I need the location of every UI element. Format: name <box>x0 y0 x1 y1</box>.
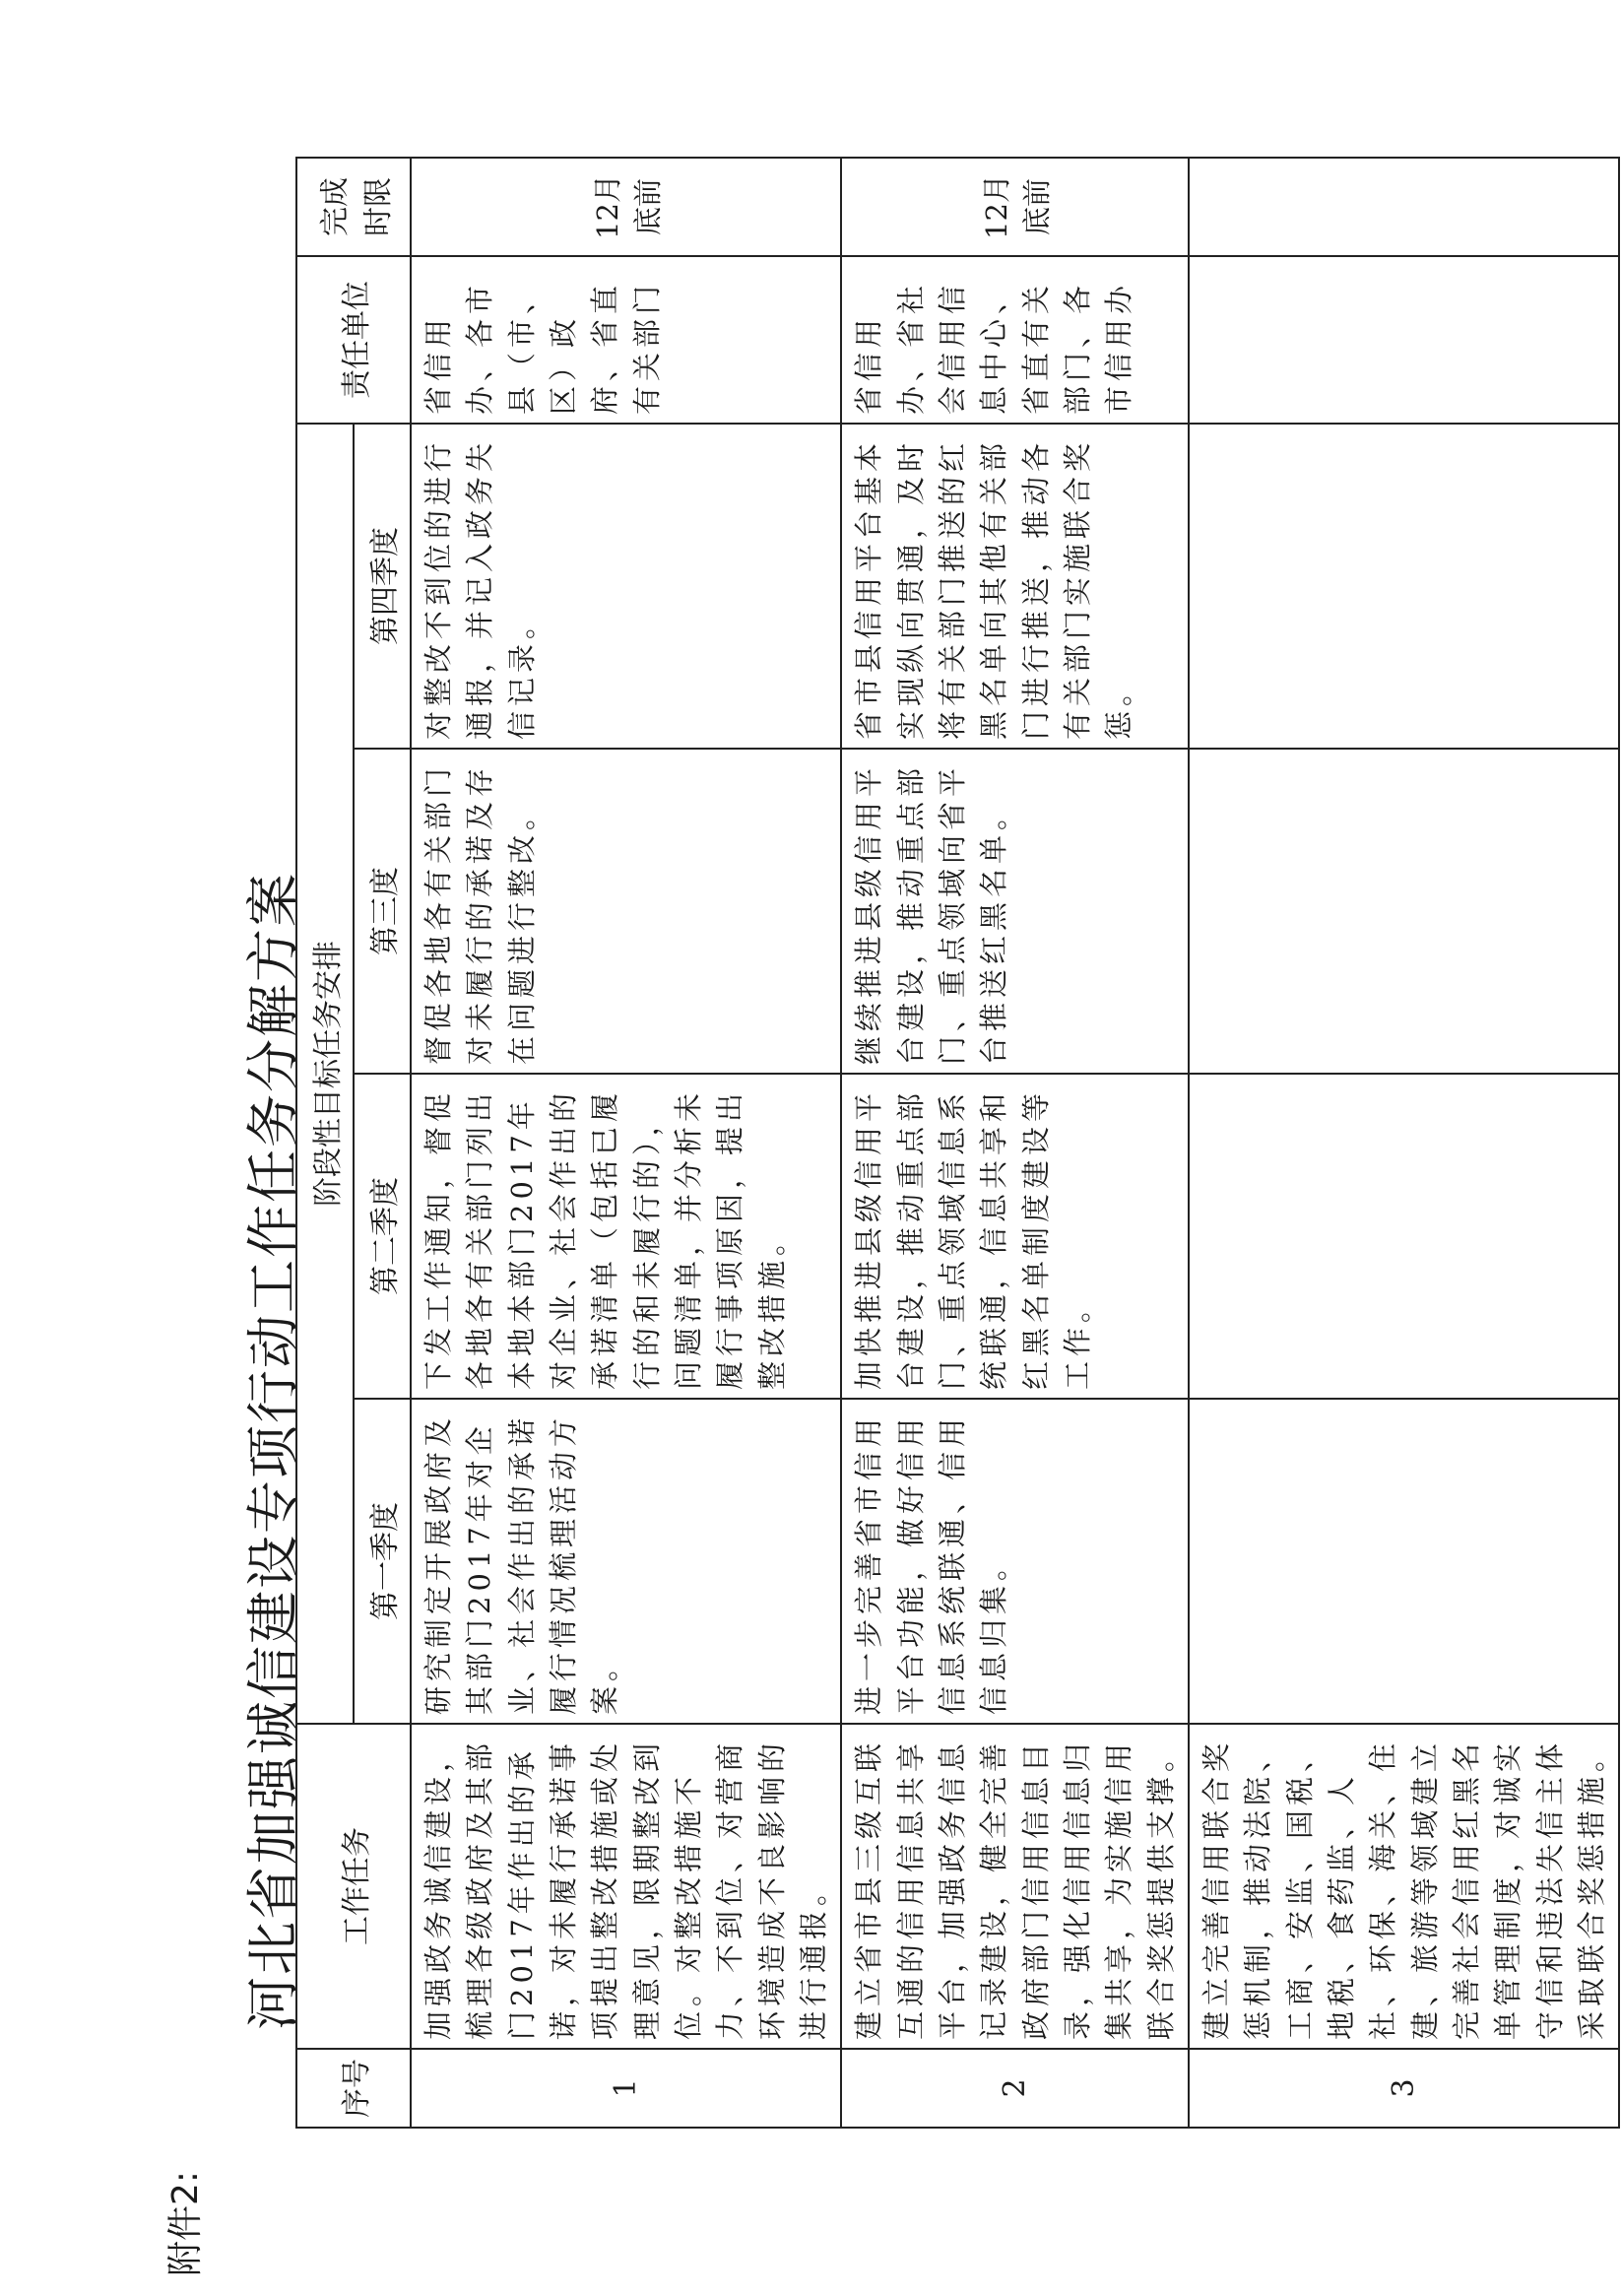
row-q4: 省市县信用平台基本实现纵向贯通，及时将有关部门推送的红黑名单向其他有关部门进行推送，推动各有关部门实施联合奖惩。 <box>841 424 1189 749</box>
row-seq: 1 <box>411 2049 841 2128</box>
header-seq: 序号 <box>296 2049 411 2128</box>
row-q3 <box>1189 749 1619 1074</box>
header-q4: 第四季度 <box>354 424 411 749</box>
row-q2: 下发工作通知，督促各地各有关部门列出本地本部门2017年对企业、社会作出的承诺清单（包括已履行的和未履行的），问题清单，并分析未履行事项原因，提出整改措施。 <box>411 1074 841 1399</box>
row-task: 建立省市县三级互联互通的信用信息共享平台，加强政务信息记录建设，健全完善政府部门信用信息目录，强化信用信息归集共享，为实施信用联合奖惩提供支撑。 <box>841 1724 1189 2049</box>
row-unit <box>1189 256 1619 424</box>
page-title: 河北省加强诚信建设专项行动工作任务分解方案 <box>242 872 304 2030</box>
row-q3: 督促各地各有关部门对未履行的承诺及存在问题进行整改。 <box>411 749 841 1074</box>
header-q2: 第二季度 <box>354 1074 411 1399</box>
header-unit: 责任单位 <box>296 256 411 424</box>
table-row <box>411 158 841 2128</box>
row-deadline <box>1189 158 1619 256</box>
row-task: 建立完善信用联合奖惩机制，推动法院、工商、安监、国税、地税、食药监、人社、环保、海关、住建、旅游等领域建立完善社会信用红黑名单管理制度，对诚实守信和违法失信主体采取联合奖惩措施。 <box>1189 1724 1619 2049</box>
table-row <box>1189 158 1619 2128</box>
header-q1: 第一季度 <box>354 1399 411 1724</box>
row-unit: 省信用办、省社会信用信息中心、省直有关部门、各市信用办 <box>841 256 1189 424</box>
row-q3: 继续推进县级信用平台建设，推动重点部门、重点领域向省平台推送红黑名单。 <box>841 749 1189 1074</box>
task-table <box>295 157 1620 2129</box>
row-q2 <box>1189 1074 1619 1399</box>
row-deadline: 12月底前 <box>841 158 1189 256</box>
row-q1: 研究制定开展政府及其部门2017年对企业、社会作出的承诺履行情况梳理活动方案。 <box>411 1399 841 1724</box>
row-q1 <box>1189 1399 1619 1724</box>
header-task: 工作任务 <box>296 1724 411 2049</box>
row-q1: 进一步完善省市信用平台功能，做好信用信息系统联通、信用信息归集。 <box>841 1399 1189 1724</box>
row-deadline: 12月底前 <box>411 158 841 256</box>
header-stage-group: 阶段性目标任务安排 <box>296 424 354 1724</box>
attachment-label: 附件2: <box>165 2170 206 2276</box>
row-task: 加强政务诚信建设，梳理各级政府及其部门2017年作出的承诺，对未履行承诺事项提出整改措施或处理意见，限期整改到位。对整改措施不力、不到位、对营商环境造成不良影响的进行通报。 <box>411 1724 841 2049</box>
row-unit: 省信用办、各市县（市、区）政府、省直有关部门 <box>411 256 841 424</box>
row-q4 <box>1189 424 1619 749</box>
header-q3: 第三度 <box>354 749 411 1074</box>
table-row <box>841 158 1189 2128</box>
header-deadline: 完成时限 <box>296 158 411 256</box>
row-q2: 加快推进县级信用平台建设，推动重点部门、重点领域信息系统联通，信息共享和红黑名单制度建设等工作。 <box>841 1074 1189 1399</box>
row-seq: 3 <box>1189 2049 1619 2128</box>
row-q4: 对整改不到位的进行通报，并记入政务失信记录。 <box>411 424 841 749</box>
row-seq: 2 <box>841 2049 1189 2128</box>
